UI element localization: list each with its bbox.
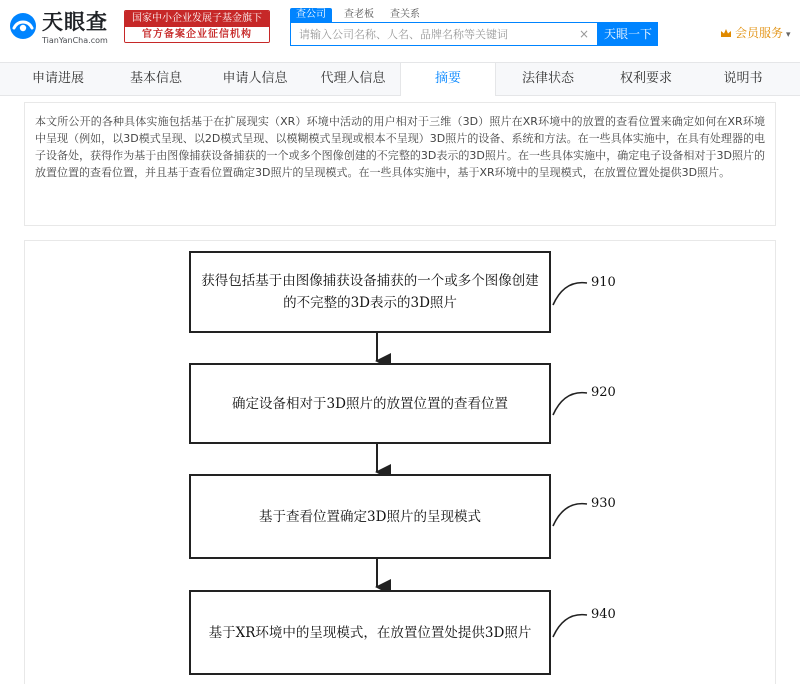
flow-step-920 — [189, 363, 551, 444]
tab-claims[interactable]: 权利要求 — [619, 71, 672, 86]
leader-line-930 — [553, 504, 587, 526]
tab-agent-info[interactable]: 代理人信息 — [320, 71, 386, 86]
badge-line-2: 官方备案企业征信机构 — [125, 27, 269, 43]
logo-icon — [8, 11, 38, 41]
flow-step-text: 基于查看位置确定3D照片的呈现模式 — [259, 508, 481, 525]
tab-basic-info[interactable]: 基本信息 — [129, 71, 182, 86]
leader-line-940 — [553, 615, 587, 637]
tab-applicant-info[interactable]: 申请人信息 — [222, 71, 288, 86]
tab-description[interactable]: 说明书 — [723, 71, 763, 86]
site-header — [0, 0, 800, 62]
leader-line-920 — [553, 393, 587, 415]
tab-application-progress[interactable]: 申请进展 — [31, 71, 84, 86]
flow-step-930 — [189, 474, 551, 559]
tab-abstract[interactable]: 摘要 — [400, 63, 496, 96]
abstract-figure — [24, 240, 776, 684]
certification-badge[interactable] — [124, 10, 270, 43]
flow-step-label: 940 — [591, 607, 616, 622]
search-tab-relation[interactable]: 查关系 — [390, 9, 420, 20]
patent-nav-tabs — [0, 62, 800, 96]
search-tab-boss[interactable]: 查老板 — [344, 9, 374, 20]
badge-line-1: 国家中小企业发展子基金旗下 — [125, 11, 269, 27]
flow-step-label: 930 — [591, 496, 616, 511]
site-logo[interactable] — [8, 9, 120, 49]
flow-step-text: 获得包括基于由图像捕获设备捕获的一个或多个图像创建的不完整的3D表示的3D照片 — [201, 273, 539, 311]
vip-label: 会员服务 — [735, 26, 784, 40]
flow-step-940 — [189, 590, 551, 675]
vip-service-menu[interactable] — [720, 26, 791, 42]
search-button[interactable]: 天眼一下 — [598, 22, 658, 46]
flow-step-text: 基于XR环境中的呈现模式，在放置位置处提供3D照片 — [208, 624, 532, 641]
clear-icon[interactable]: × — [578, 27, 589, 41]
tab-legal-status[interactable]: 法律状态 — [521, 71, 574, 86]
flow-step-text: 确定设备相对于3D照片的放置位置的查看位置 — [232, 395, 508, 412]
flow-step-label: 910 — [591, 275, 616, 290]
chevron-down-icon: ▾ — [786, 30, 791, 40]
leader-line-910 — [553, 283, 587, 305]
abstract-text: 本文所公开的各种具体实施包括基于在扩展现实（XR）环境中活动的用户相对于三维（3D）照片在XR环境中的放置的查看位置来确定如何在XR环境中呈现（例如，以3D模式呈现、以2D模式呈现、以模糊模式呈现或根本不呈现）3D照片的设备、系统和方法。在一些具体实施中，在具有处理器的电子设备处，获得作为基于由图像捕获设备捕获的一个或多个图像创建的不完整的3D表示的3D照片。在一些具体实施中，确定电子设备相对于3D照片的放置位置的查看位置，并且基于查看位置确定3D照片的呈现模式。在一些具体实施中，基于XR环境中的呈现模式，在放置位置处提供3D照片。 — [35, 115, 765, 179]
search-input[interactable] — [291, 23, 571, 45]
logo-name: 天眼查 — [42, 10, 108, 34]
search-box — [290, 22, 598, 46]
crown-icon — [720, 28, 732, 38]
flow-step-910 — [189, 251, 551, 333]
flow-step-label: 920 — [591, 385, 616, 400]
abstract-panel — [24, 102, 776, 226]
logo-domain: TianYanCha.com — [42, 36, 108, 45]
search-tab-company[interactable]: 查公司 — [290, 8, 332, 22]
